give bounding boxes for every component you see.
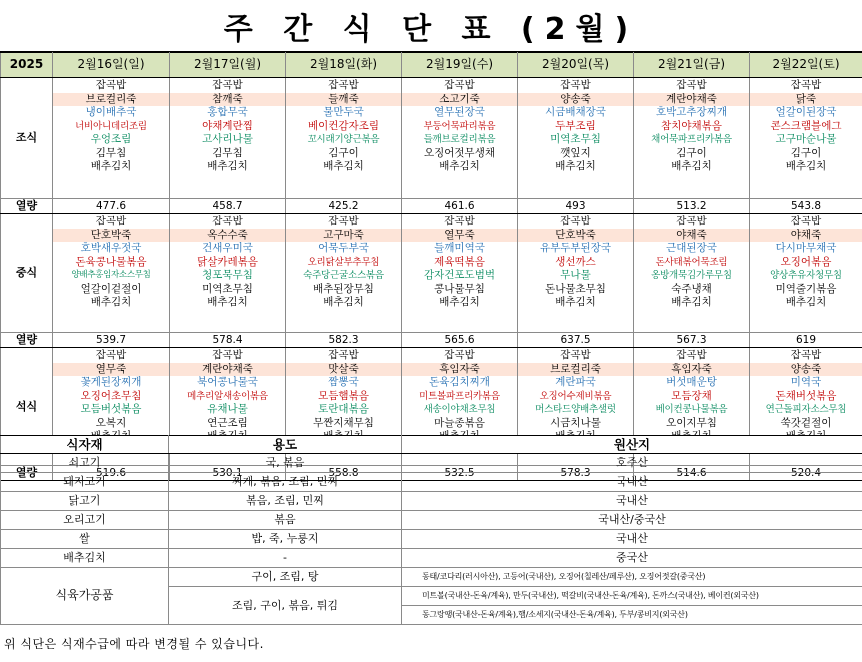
origin-country: 호주산 [402, 454, 862, 473]
calorie-value: 637.5 [518, 333, 634, 348]
origin-processed-item: 식육가공품 [1, 568, 169, 625]
menu-item: 배추김치 [207, 160, 248, 172]
menu-item: 꼬시래기양근볶음 [307, 134, 380, 145]
menu-item: 배추김치 [439, 160, 480, 172]
menu-item: 오징어초무침 [80, 389, 142, 402]
menu-item: 냉이배추국 [85, 106, 137, 118]
menu-item: 잡곡밥 [328, 349, 359, 361]
origin-use: 볶음, 조림, 민찌 [169, 492, 402, 511]
menu-item: 잡곡밥 [328, 215, 359, 227]
menu-item: 맛살죽 [286, 363, 401, 377]
day-menu-cell [286, 214, 402, 333]
menu-item: 돈육김치찌개 [429, 376, 490, 388]
menu-item: 꽃게된장찌개 [80, 376, 142, 388]
menu-item: 시금치나물 [550, 416, 601, 429]
menu-item: 시금배채장국 [545, 106, 606, 118]
menu-item: 옹방개묵김가루무침 [651, 270, 732, 281]
day-header-row [1, 53, 862, 78]
menu-item: 너비아니데리조림 [75, 120, 147, 132]
menu-item: 열무죽 [402, 229, 517, 243]
day-header: 2월21일(금) [634, 53, 750, 78]
menu-item: 잡곡밥 [676, 349, 707, 361]
menu-item: 무나물 [560, 269, 591, 281]
menu-item: 고사리나물 [202, 133, 253, 145]
menu-item: 배추김치 [555, 160, 596, 172]
menu-item: 잡곡밥 [212, 215, 243, 227]
year-cell: 2025 [1, 53, 53, 78]
menu-item: 생선까스 [555, 255, 596, 268]
calorie-value: 458.7 [170, 199, 286, 214]
menu-item: 브로컬리죽 [53, 93, 169, 107]
calorie-value: 513.2 [634, 199, 750, 214]
menu-item: 연근돌피자소스무침 [765, 404, 847, 415]
menu-item: 배추김치 [90, 160, 132, 172]
origin-row [1, 549, 862, 568]
menu-item: 모듬장채 [671, 389, 712, 402]
menu-item: 미역줄기볶음 [775, 282, 837, 295]
day-menu-cell [402, 214, 518, 333]
menu-item: 열무죽 [53, 363, 169, 377]
menu-item: 잡곡밥 [560, 79, 591, 91]
weekly-menu-table [0, 52, 862, 481]
day-menu-cell [170, 214, 286, 333]
menu-item: 배추김치 [439, 296, 480, 308]
calorie-value: 520.4 [750, 466, 862, 481]
menu-item: 채어묵파프리카볶음 [651, 134, 732, 145]
menu-item: 오징어수제비볶음 [539, 390, 612, 402]
calorie-value: 582.3 [286, 333, 402, 348]
menu-item: 배추김치 [207, 296, 248, 308]
menu-item: 콩나물무침 [434, 282, 485, 295]
calorie-value: 425.2 [286, 199, 402, 214]
menu-item: 배추김치 [671, 160, 712, 172]
menu-item: 베이컨콩나물볶음 [655, 404, 728, 415]
menu-item: 연근조림 [207, 416, 248, 429]
menu-item: 홍합무국 [207, 106, 248, 118]
menu-item: 잡곡밥 [560, 349, 591, 361]
calorie-value: 619 [750, 333, 862, 348]
menu-item: 배추김치 [785, 160, 827, 172]
menu-item: 건새우미국 [202, 242, 253, 254]
menu-item: 물만두국 [323, 106, 364, 118]
day-menu-cell [518, 78, 634, 199]
menu-item: 호박고추장찌개 [655, 106, 727, 118]
origin-country: 중국산 [402, 549, 862, 568]
day-menu-cell [402, 78, 518, 199]
menu-item: 버섯매운탕 [666, 376, 717, 388]
menu-item: 우엉조림 [90, 133, 132, 145]
menu-item: 유부두부된장국 [539, 242, 611, 254]
menu-item: 계란파국 [555, 376, 596, 388]
origin-item: 닭고기 [1, 492, 169, 511]
day-header: 2월22일(토) [750, 53, 862, 78]
origin-row [1, 530, 862, 549]
menu-item: 모듬버섯볶음 [80, 403, 142, 415]
menu-item: 잡곡밥 [212, 349, 243, 361]
menu-item: 브로컬리죽 [518, 363, 633, 377]
origin-country: 국내산 [402, 492, 862, 511]
origin-row [1, 454, 862, 473]
menu-item: 단호박죽 [518, 229, 633, 243]
menu-item: 메추리알새송이볶음 [187, 390, 268, 402]
menu-item: 배추김치 [323, 296, 364, 308]
menu-item: 양상추유자청무침 [770, 270, 842, 281]
calorie-value: 565.6 [402, 333, 518, 348]
calorie-value: 519.6 [53, 466, 170, 481]
menu-item: 다시마무채국 [775, 242, 837, 254]
menu-item: 고구마죽 [286, 229, 401, 243]
menu-item: 김구이 [328, 146, 359, 159]
meal-label: 석식 [1, 348, 53, 466]
menu-item: 소고기죽 [402, 93, 517, 107]
calorie-value: 539.7 [53, 333, 170, 348]
calorie-label: 열량 [1, 199, 53, 214]
origin-row [1, 473, 862, 492]
calorie-value: 514.6 [634, 466, 750, 481]
menu-item: 옥수수죽 [170, 229, 285, 243]
menu-item: 콘스크램블에그 [770, 119, 842, 132]
menu-item: 새송이야채초무침 [423, 404, 496, 415]
menu-item: 김구이 [676, 146, 707, 159]
meal-label: 조식 [1, 78, 53, 199]
menu-item: 배추김치 [671, 296, 712, 308]
menu-item: 호박새우젓국 [80, 242, 142, 254]
origin-header-item: 식자재 [1, 436, 169, 454]
calorie-value: 578.4 [170, 333, 286, 348]
origin-use: - [169, 549, 402, 568]
menu-item: 토란대볶음 [318, 403, 369, 415]
menu-item: 오리닭살부추무침 [307, 256, 380, 268]
calorie-value: 477.6 [53, 199, 170, 214]
menu-item: 오이지무침 [666, 416, 717, 429]
origin-item: 쇠고기 [1, 454, 169, 473]
day-menu-cell [634, 214, 750, 333]
menu-item: 잡곡밥 [212, 79, 243, 91]
origin-header-use: 용도 [169, 436, 402, 454]
menu-item: 흑임자죽 [402, 363, 517, 377]
menu-item: 제육떡볶음 [434, 255, 485, 268]
menu-item: 얼갈이겉절이 [80, 282, 142, 295]
menu-item: 양송죽 [750, 363, 862, 377]
menu-item: 부등어묵파리볶음 [423, 120, 496, 132]
origin-country: 국내산/중국산 [402, 511, 862, 530]
menu-item: 잡곡밥 [95, 79, 127, 91]
origin-processed-row [1, 568, 862, 587]
origin-item: 돼지고기 [1, 473, 169, 492]
menu-item: 배추김치 [555, 296, 596, 308]
menu-item: 머스타드양배추샐럿 [535, 404, 616, 415]
menu-item: 고구마순나물 [775, 133, 837, 145]
menu-item: 돈사태볶어묵조림 [655, 256, 728, 268]
menu-item: 잡곡밥 [560, 215, 591, 227]
menu-item: 청포묵무침 [202, 269, 253, 281]
menu-item: 쑥갓겉절이 [780, 416, 832, 429]
menu-item: 계란야채죽 [634, 93, 749, 107]
menu-item: 돈육콩나물볶음 [75, 255, 147, 268]
menu-item: 마늘종볶음 [434, 416, 485, 429]
origin-row [1, 511, 862, 530]
menu-item: 흑임자죽 [634, 363, 749, 377]
menu-item: 베이컨감자조림 [307, 119, 379, 132]
menu-item: 두부조림 [555, 119, 596, 132]
menu-item: 김무침 [212, 146, 243, 159]
meal-row [1, 78, 862, 199]
menu-item: 잡곡밥 [676, 79, 707, 91]
origin-row [1, 492, 862, 511]
menu-item: 오징어젓무생채 [423, 146, 495, 159]
calorie-value: 578.3 [518, 466, 634, 481]
menu-item: 닭죽 [750, 93, 862, 107]
page-title: 주 간 식 단 표 (2월) [223, 12, 639, 47]
menu-item: 잡곡밥 [790, 79, 822, 91]
menu-item: 잡곡밥 [95, 349, 127, 361]
menu-item: 짬뽕국 [328, 376, 359, 388]
origin-use: 볶음 [169, 511, 402, 530]
menu-item: 야채죽 [750, 229, 862, 243]
menu-item: 야채계란찜 [202, 119, 253, 132]
menu-item: 잡곡밥 [790, 215, 822, 227]
origin-header-origin: 원산지 [402, 436, 862, 454]
day-header: 2월19일(수) [402, 53, 518, 78]
menu-item: 감자건포도범벅 [423, 269, 495, 281]
day-menu-cell [53, 214, 170, 333]
day-menu-cell [53, 78, 170, 199]
menu-item: 김무침 [95, 146, 127, 159]
menu-item: 배추된장무침 [313, 282, 374, 295]
day-menu-cell [518, 214, 634, 333]
origin-processed-detail: 미트볼(국내산-돈육/계육), 만두(국내산), 떡갈비(국내산-돈육/계육), 돈까스(국내산), 베이컨(외국산) [402, 587, 862, 606]
menu-item: 오복지 [95, 416, 127, 429]
meal-label: 중식 [1, 214, 53, 333]
origin-item: 배추김치 [1, 549, 169, 568]
menu-item: 들깨미역국 [434, 242, 485, 254]
menu-item: 유채나물 [207, 403, 248, 415]
menu-item: 배추김치 [785, 296, 827, 308]
day-menu-cell [750, 214, 862, 333]
calorie-label: 열량 [1, 333, 53, 348]
meal-row [1, 214, 862, 333]
calorie-value: 461.6 [402, 199, 518, 214]
menu-item: 잡곡밥 [676, 215, 707, 227]
menu-item: 북어콩나물국 [197, 376, 258, 388]
menu-item: 배추김치 [90, 296, 132, 308]
calorie-value: 567.3 [634, 333, 750, 348]
calorie-value: 493 [518, 199, 634, 214]
menu-item: 어묵두부국 [318, 242, 369, 254]
calorie-label: 열량 [1, 466, 53, 481]
menu-item: 들깨죽 [286, 93, 401, 107]
origin-processed-use: 구이, 조림, 탕 [169, 568, 402, 587]
menu-item: 깻잎지 [560, 146, 591, 159]
origin-processed-use: 조림, 구이, 볶음, 튀김 [169, 587, 402, 625]
menu-item: 야채죽 [634, 229, 749, 243]
menu-item: 미역초무침 [550, 133, 601, 145]
menu-item: 무짠지채무침 [313, 416, 374, 429]
menu-item: 근대된장국 [666, 242, 717, 254]
menu-item: 숙주냉채 [671, 282, 712, 295]
menu-item: 양배추홍임자소스무침 [71, 270, 151, 280]
origin-header-row [1, 436, 862, 454]
menu-item: 돈나물초무침 [545, 282, 606, 295]
menu-item: 돈채버섯볶음 [775, 389, 837, 402]
day-header: 2월16일(일) [53, 53, 170, 78]
menu-item: 들깨브로컬리볶음 [423, 134, 496, 145]
menu-item: 미역초무침 [202, 282, 253, 295]
day-menu-cell [170, 78, 286, 199]
menu-item: 열무된장국 [434, 106, 485, 118]
menu-item: 얼갈이된장국 [775, 106, 837, 118]
calorie-row [1, 199, 862, 214]
calorie-row [1, 333, 862, 348]
calorie-value: 558.8 [286, 466, 402, 481]
day-header: 2월17일(월) [170, 53, 286, 78]
menu-item: 잡곡밥 [328, 79, 359, 91]
day-menu-cell [634, 78, 750, 199]
menu-item: 단호박죽 [53, 229, 169, 243]
origin-use: 밥, 죽, 누룽지 [169, 530, 402, 549]
day-menu-cell [750, 78, 862, 199]
menu-item: 양송죽 [518, 93, 633, 107]
day-header: 2월20일(목) [518, 53, 634, 78]
menu-item: 모듬햄볶음 [318, 389, 369, 402]
origin-use: 찌개, 볶음, 조림, 민찌 [169, 473, 402, 492]
menu-item: 숙주당근굴소스볶음 [303, 270, 384, 281]
origin-use: 국, 볶음 [169, 454, 402, 473]
menu-item: 잡곡밥 [444, 349, 475, 361]
origin-country: 국내산 [402, 473, 862, 492]
calorie-value: 543.8 [750, 199, 862, 214]
menu-item: 오징어볶음 [780, 255, 832, 268]
menu-item: 계란야채죽 [170, 363, 285, 377]
origin-item: 오리고기 [1, 511, 169, 530]
title-bar [0, 0, 862, 52]
origin-table [0, 435, 862, 625]
origin-item: 쌀 [1, 530, 169, 549]
menu-item: 잡곡밥 [790, 349, 822, 361]
menu-item: 닭살카레볶음 [197, 255, 258, 268]
menu-item: 미트볼파프리카볶음 [419, 390, 500, 402]
day-header: 2월18일(화) [286, 53, 402, 78]
menu-item: 잡곡밥 [444, 215, 475, 227]
menu-item: 참치야채볶음 [661, 119, 722, 132]
menu-item: 잡곡밥 [444, 79, 475, 91]
menu-item: 배추김치 [323, 160, 364, 172]
day-menu-cell [286, 78, 402, 199]
menu-notice: 위 식단은 식재수급에 따라 변경될 수 있습니다. [4, 637, 264, 651]
calorie-value: 532.5 [402, 466, 518, 481]
menu-item: 참깨죽 [170, 93, 285, 107]
menu-item: 잡곡밥 [95, 215, 127, 227]
menu-item: 김구이 [790, 146, 822, 159]
origin-country: 국내산 [402, 530, 862, 549]
menu-item: 미역국 [790, 376, 822, 388]
origin-processed-detail: 동그랑땡(국내산-돈육/계육),햄/소세지(국내산-돈육/계육), 두부/콩비지(외국산) [402, 606, 862, 625]
calorie-value: 530.1 [170, 466, 286, 481]
origin-processed-detail: 동태/코다리(러시아산), 고등어(국내산), 오징어(칠레산/페루산), 오징어젓갈(중국산) [402, 568, 862, 587]
